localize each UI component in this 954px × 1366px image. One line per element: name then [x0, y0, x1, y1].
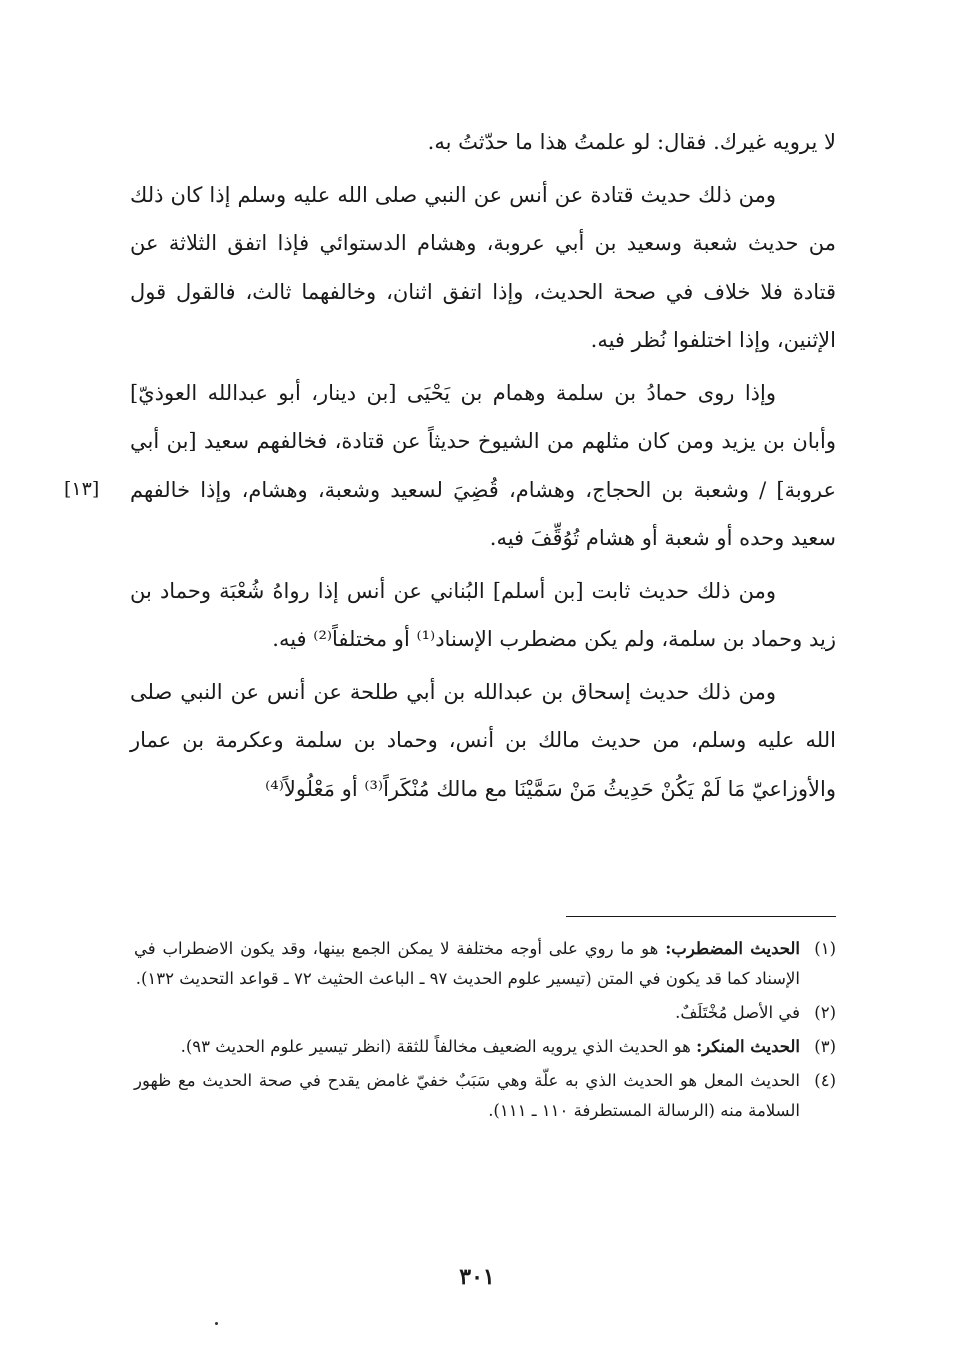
footnote-text: هو الحديث الذي يرويه الضعيف مخالفاً للثقة (انظر تيسير علوم الحديث ٩٣). — [180, 1037, 697, 1056]
footnote-2 — [134, 998, 836, 1028]
footnote-text: في الأصل مُخْتَلَفٌ. — [675, 1003, 800, 1022]
footnote-text: الحديث المعل هو الحديث الذي به علّة وهي سَبَبٌ خفيّ غامض يقدح في صحة الحديث مع ظهور السلامة منه (الرسالة المستطرفة ١١٠ ـ ١١١). — [134, 1071, 800, 1120]
footnote-body — [134, 1066, 800, 1126]
footnote-1 — [134, 934, 836, 994]
paragraph-thabit: ومن ذلك حديث ثابت [بن أسلم] البُناني عن أنس إذا رواهُ شُعْبَة وحماد بن زيد وحماد بن سلمة، ولم يكن مضطرب الإسناد⁽¹⁾ أو مختلفاً⁽²⁾ فيه. — [130, 578, 836, 651]
footnote-4 — [134, 1066, 836, 1126]
page-number: ٣٠١ — [459, 1264, 495, 1290]
footnote-number: (١) — [814, 939, 836, 958]
footnote-text: هو ما روي على أوجه مختلفة لا يمكن الجمع بينها، وقد يكون الاضطراب في الإسناد كما قد يكون في المتن (تيسير علوم الحديث ٩٧ ـ الباعث الحثيث ٧٢ ـ قواعد التحديث ١٣٢). — [134, 939, 800, 988]
print-speck — [215, 1322, 218, 1325]
footnote-divider — [566, 916, 836, 917]
footnote-number: (٤) — [814, 1071, 836, 1090]
footnote-term: الحديث المنكر: — [696, 1037, 800, 1056]
manuscript-folio-marker: [١٣] — [64, 478, 100, 500]
footnote-number: (٣) — [814, 1037, 836, 1056]
footnote-3 — [134, 1032, 836, 1062]
footnote-body — [134, 998, 800, 1028]
paragraph-qatada: ومن ذلك حديث قتادة عن أنس عن النبي صلى الله عليه وسلم إذا كان ذلك من حديث شعبة وسعيد بن أبي عروبة، وهشام الدستوائي فإذا اتفق الثلاثة عن قتادة فلا خلاف في صحة الحديث، وإذا اتفق اثنان، وخالفهما ثالث، فالقول قول الإثنين، وإذا اختلفوا نُظر فيه. — [130, 182, 836, 352]
main-text-block — [130, 118, 836, 817]
paragraph-ishaq: ومن ذلك حديث إسحاق بن عبدالله بن أبي طلحة عن أنس عن النبي صلى الله عليه وسلم، من حديث مالك بن أنس، وحماد بن سلمة وعكرمة بن عمار والأوزاعيّ مَا لَمْ يَكُنْ حَدِيثُ مَنْ سَمَّيْنَا مع مالك مُنْكَراً⁽³⁾ أو مَعْلُولاً⁽⁴⁾ — [130, 679, 836, 801]
footnote-body — [134, 1032, 800, 1062]
footnote-number: (٢) — [814, 1003, 836, 1022]
paragraph-hammad: وإذا روى حمادُ بن سلمة وهمام بن يَحْيَى [بن دينار، أبو عبدالله العوذيّ] وأبان بن يزيد ومن كان مثلهم من الشيوخ حديثاً عن قتادة، فخالفهم سعيد [بن أبي عروبة] / وشعبة بن الحجاج، وهشام، قُضِيَ لسعيد وشعبة، وهشام، وإذا خالفهم سعيد وحده أو شعبة أو هشام تُوُقِّفَ فيه. — [130, 380, 836, 550]
footnote-term: الحديث المضطرب: — [665, 939, 800, 958]
footnote-body — [134, 934, 800, 994]
footnotes-section — [134, 934, 836, 1130]
paragraph-continuation: لا يرويه غيرك. فقال: لو علمتُ هذا ما حدّثتُ به. — [427, 130, 836, 154]
